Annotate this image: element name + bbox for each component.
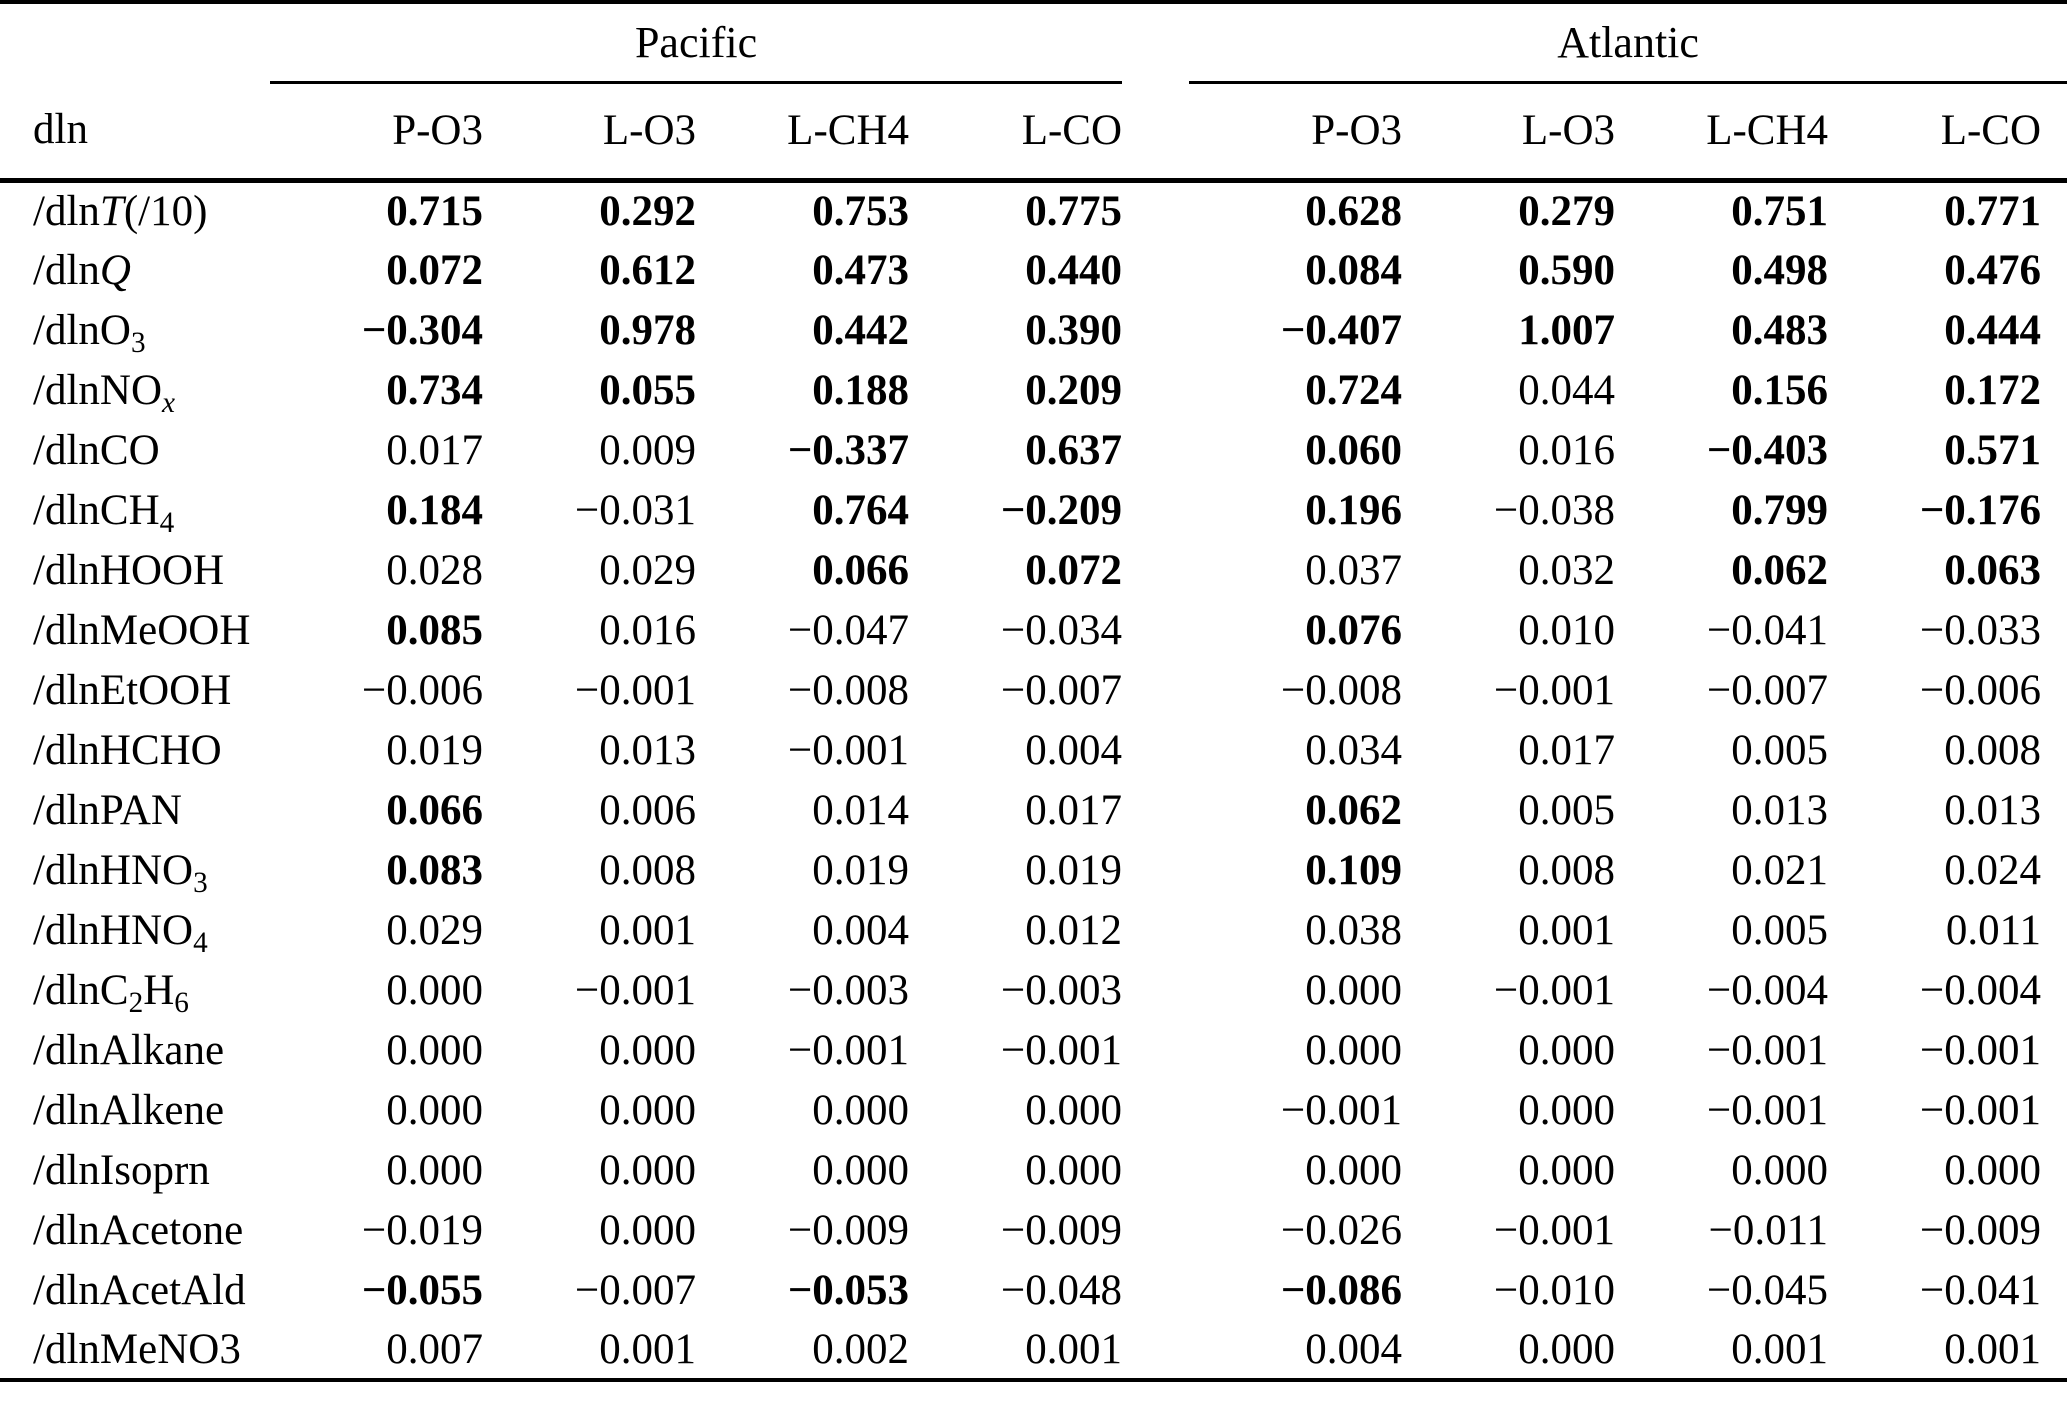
value-cell-pacific-l-o3: −0.001 — [574, 966, 696, 1014]
column-header-edge-spacer — [2041, 82, 2067, 180]
table-row — [0, 1020, 2067, 1080]
value-cell-atlantic-l-o3: 0.010 — [1518, 606, 1616, 654]
value-cell-atlantic-p-o3: −0.407 — [1280, 306, 1403, 354]
value-cell-pacific-l-o3: −0.001 — [574, 666, 696, 714]
value-cell-atlantic-l-ch4: −0.007 — [1707, 666, 1829, 714]
value-cell-atlantic-l-ch4: 0.799 — [1731, 486, 1829, 534]
row-header-label: dln — [0, 82, 270, 180]
value-cell-atlantic-l-o3: 0.016 — [1518, 426, 1616, 474]
value-cell-atlantic-p-o3: 0.034 — [1305, 726, 1403, 774]
value-cell-atlantic-l-ch4: −0.045 — [1707, 1266, 1829, 1314]
value-cell-atlantic-l-ch4: 0.000 — [1731, 1146, 1829, 1194]
gutter-cell — [1122, 180, 1189, 240]
value-cell-atlantic-l-co: 0.063 — [1944, 546, 2042, 594]
value-cell-atlantic-l-ch4: 0.013 — [1731, 786, 1829, 834]
value-cell-atlantic-l-o3: 0.008 — [1518, 846, 1616, 894]
value-cell-pacific-p-o3: −0.304 — [361, 306, 483, 354]
gutter-cell — [1122, 540, 1189, 600]
row-label: /dlnHNO$_4$ — [33, 906, 208, 959]
value-cell-pacific-p-o3: 0.000 — [386, 1086, 483, 1134]
table-row — [0, 1200, 2067, 1260]
value-cell-pacific-p-o3: 0.028 — [386, 546, 483, 594]
value-cell-atlantic-p-o3: 0.000 — [1305, 1146, 1403, 1194]
value-cell-atlantic-l-o3: 0.001 — [1518, 906, 1616, 954]
value-cell-atlantic-l-o3: 0.005 — [1518, 786, 1616, 834]
value-cell-atlantic-l-o3: 0.032 — [1518, 546, 1616, 594]
edge-spacer-cell — [2041, 900, 2067, 960]
value-cell-pacific-l-o3: 0.612 — [599, 246, 696, 294]
value-cell-pacific-p-o3: 0.072 — [386, 246, 483, 294]
value-cell-pacific-l-ch4: −0.009 — [787, 1206, 909, 1254]
value-cell-atlantic-p-o3: 0.196 — [1305, 486, 1403, 534]
value-cell-atlantic-p-o3: 0.037 — [1305, 546, 1403, 594]
value-cell-pacific-l-co: 0.637 — [1025, 426, 1123, 474]
edge-spacer-cell — [2041, 1080, 2067, 1140]
gutter-cell — [1122, 360, 1189, 420]
gutter-cell — [1122, 1260, 1189, 1320]
value-cell-atlantic-p-o3: −0.026 — [1281, 1206, 1403, 1254]
value-cell-pacific-p-o3: 0.000 — [386, 966, 483, 1014]
value-cell-pacific-p-o3: 0.085 — [386, 606, 483, 654]
value-cell-pacific-l-co: −0.001 — [1001, 1026, 1123, 1074]
table-row — [0, 540, 2067, 600]
row-label: /dlnAcetone — [33, 1206, 244, 1254]
table-row — [0, 960, 2067, 1020]
value-cell-atlantic-l-co: 0.476 — [1944, 246, 2042, 294]
value-cell-pacific-l-ch4: 0.019 — [812, 846, 909, 894]
row-label: /dlnCH$_4$ — [33, 486, 175, 539]
value-cell-atlantic-l-o3: 0.017 — [1518, 726, 1616, 774]
value-cell-pacific-p-o3: 0.715 — [386, 187, 483, 235]
value-cell-atlantic-l-ch4: 0.005 — [1731, 726, 1829, 774]
row-label: /dlnHCHO — [33, 726, 222, 774]
row-label: /dlnQ — [33, 246, 131, 294]
table-row — [0, 660, 2067, 720]
row-label: /dlnO$_3$ — [33, 306, 146, 359]
value-cell-pacific-l-o3: 0.001 — [599, 1325, 696, 1373]
value-cell-atlantic-l-co: −0.004 — [1920, 966, 2042, 1014]
value-cell-atlantic-l-ch4: −0.004 — [1707, 966, 1829, 1014]
value-cell-atlantic-p-o3: 0.724 — [1305, 366, 1403, 414]
column-header-atlantic-2: L-CH4 — [1615, 82, 1828, 180]
gutter-cell — [1122, 1020, 1189, 1080]
edge-spacer-cell — [2041, 300, 2067, 360]
value-cell-pacific-l-co: −0.048 — [1001, 1266, 1123, 1314]
value-cell-atlantic-l-ch4: 0.498 — [1731, 246, 1829, 294]
value-cell-pacific-p-o3: 0.017 — [386, 426, 483, 474]
value-cell-pacific-p-o3: 0.019 — [386, 726, 483, 774]
value-cell-pacific-l-o3: 0.000 — [599, 1026, 696, 1074]
value-cell-atlantic-l-o3: 0.000 — [1518, 1026, 1616, 1074]
value-cell-pacific-l-ch4: −0.001 — [787, 726, 909, 774]
value-cell-atlantic-l-o3: 0.044 — [1518, 366, 1616, 414]
value-cell-atlantic-l-ch4: −0.403 — [1706, 426, 1829, 474]
value-cell-atlantic-p-o3: 0.038 — [1305, 906, 1403, 954]
column-header-atlantic-0: P-O3 — [1189, 82, 1402, 180]
value-cell-atlantic-l-co: 0.000 — [1944, 1146, 2042, 1194]
value-cell-atlantic-p-o3: 0.060 — [1305, 426, 1403, 474]
column-header-row — [0, 82, 2067, 180]
value-cell-atlantic-l-ch4: 0.156 — [1731, 366, 1829, 414]
value-cell-pacific-l-ch4: 0.000 — [812, 1146, 909, 1194]
edge-spacer-cell — [2041, 240, 2067, 300]
group-header-row — [0, 2, 2067, 82]
value-cell-pacific-l-o3: 0.000 — [599, 1146, 696, 1194]
gutter-cell — [1122, 840, 1189, 900]
value-cell-atlantic-l-co: 0.001 — [1944, 1325, 2042, 1373]
edge-spacer-cell — [2041, 1200, 2067, 1260]
gutter-cell — [1122, 960, 1189, 1020]
row-label: /dlnHOOH — [33, 546, 225, 594]
value-cell-atlantic-l-o3: 0.000 — [1518, 1086, 1616, 1134]
value-cell-pacific-l-co: −0.003 — [1001, 966, 1123, 1014]
row-label: /dlnAlkane — [33, 1026, 225, 1074]
value-cell-pacific-l-co: −0.007 — [1001, 666, 1123, 714]
gutter-cell — [1122, 420, 1189, 480]
value-cell-atlantic-p-o3: 0.000 — [1305, 1026, 1403, 1074]
table-row — [0, 1260, 2067, 1320]
value-cell-atlantic-l-co: 0.571 — [1944, 426, 2042, 474]
value-cell-pacific-l-co: 0.440 — [1025, 246, 1123, 294]
edge-spacer-cell — [2041, 420, 2067, 480]
value-cell-pacific-l-co: −0.009 — [1001, 1206, 1123, 1254]
value-cell-atlantic-l-co: 0.011 — [1945, 906, 2042, 954]
gutter-cell — [1122, 1080, 1189, 1140]
value-cell-pacific-l-co: 0.209 — [1025, 366, 1123, 414]
value-cell-atlantic-p-o3: 0.628 — [1305, 187, 1403, 235]
row-label: /dlnT(/10) — [33, 187, 208, 235]
row-label: /dlnNO$_x$ — [33, 366, 175, 419]
value-cell-pacific-p-o3: 0.083 — [386, 846, 483, 894]
value-cell-atlantic-p-o3: −0.008 — [1281, 666, 1403, 714]
table-row — [0, 240, 2067, 300]
gutter-cell — [1122, 720, 1189, 780]
value-cell-pacific-l-ch4: −0.047 — [787, 606, 909, 654]
table-body — [0, 180, 2067, 1380]
value-cell-pacific-l-o3: 0.001 — [599, 906, 696, 954]
edge-spacer-cell — [2041, 1260, 2067, 1320]
column-header-pacific-3: L-CO — [909, 82, 1122, 180]
value-cell-atlantic-l-o3: −0.001 — [1494, 966, 1616, 1014]
value-cell-pacific-l-co: 0.775 — [1025, 187, 1123, 235]
value-cell-pacific-l-co: 0.017 — [1025, 786, 1123, 834]
value-cell-pacific-l-co: 0.000 — [1025, 1146, 1123, 1194]
column-header-atlantic-1: L-O3 — [1402, 82, 1615, 180]
row-label: $/dlnC_2H_6$ — [33, 966, 189, 1019]
value-cell-pacific-l-ch4: 0.442 — [812, 306, 909, 354]
value-cell-atlantic-l-co: 0.008 — [1944, 726, 2042, 774]
value-cell-atlantic-l-co: 0.444 — [1944, 306, 2042, 354]
gutter-cell — [1122, 1140, 1189, 1200]
value-cell-pacific-l-co: 0.390 — [1025, 306, 1123, 354]
value-cell-pacific-l-o3: 0.029 — [599, 546, 696, 594]
value-cell-atlantic-l-o3: 0.000 — [1518, 1325, 1616, 1373]
value-cell-pacific-l-co: 0.012 — [1025, 906, 1123, 954]
edge-spacer-cell — [2041, 660, 2067, 720]
value-cell-atlantic-p-o3: 0.062 — [1305, 786, 1403, 834]
value-cell-atlantic-l-o3: 0.000 — [1518, 1146, 1616, 1194]
value-cell-atlantic-l-ch4: −0.011 — [1708, 1206, 1829, 1254]
gutter-cell — [1122, 480, 1189, 540]
table-row — [0, 1320, 2067, 1380]
value-cell-pacific-l-o3: 0.008 — [599, 846, 696, 894]
value-cell-atlantic-l-ch4: 0.001 — [1731, 1325, 1829, 1373]
value-cell-pacific-l-ch4: −0.003 — [787, 966, 909, 1014]
value-cell-pacific-p-o3: −0.055 — [361, 1266, 483, 1314]
value-cell-atlantic-l-o3: −0.010 — [1494, 1266, 1616, 1314]
value-cell-pacific-l-co: 0.019 — [1025, 846, 1123, 894]
value-cell-pacific-p-o3: 0.000 — [386, 1146, 483, 1194]
value-cell-atlantic-l-o3: 0.279 — [1518, 187, 1616, 235]
row-label: /dlnMeOOH — [33, 606, 251, 654]
value-cell-pacific-l-co: 0.000 — [1025, 1086, 1123, 1134]
table-row — [0, 300, 2067, 360]
value-cell-atlantic-p-o3: 0.004 — [1305, 1325, 1403, 1373]
value-cell-atlantic-l-co: −0.009 — [1920, 1206, 2042, 1254]
value-cell-pacific-l-ch4: 0.473 — [812, 246, 909, 294]
gutter-cell — [1122, 1200, 1189, 1260]
value-cell-pacific-l-co: 0.004 — [1025, 726, 1123, 774]
gutter-cell — [1122, 300, 1189, 360]
value-cell-pacific-l-ch4: 0.753 — [812, 187, 909, 235]
value-cell-pacific-l-ch4: 0.002 — [812, 1325, 909, 1373]
column-header-gutter — [1122, 82, 1189, 180]
table-row — [0, 780, 2067, 840]
value-cell-pacific-l-o3: 0.013 — [599, 726, 696, 774]
table-row — [0, 420, 2067, 480]
value-cell-pacific-l-o3: 0.016 — [599, 606, 696, 654]
edge-spacer-cell — [2041, 1320, 2067, 1380]
value-cell-atlantic-l-o3: 1.007 — [1518, 306, 1616, 354]
value-cell-pacific-l-o3: 0.292 — [599, 187, 696, 235]
value-cell-atlantic-l-co: 0.771 — [1944, 187, 2042, 235]
value-cell-pacific-l-o3: 0.000 — [599, 1206, 696, 1254]
group-header-spacer — [0, 2, 270, 82]
gutter-cell — [1122, 600, 1189, 660]
value-cell-atlantic-l-ch4: 0.751 — [1731, 187, 1829, 235]
value-cell-atlantic-l-ch4: 0.021 — [1731, 846, 1829, 894]
value-cell-pacific-l-o3: 0.006 — [599, 786, 696, 834]
value-cell-atlantic-l-co: −0.033 — [1920, 606, 2042, 654]
value-cell-atlantic-p-o3: −0.086 — [1280, 1266, 1403, 1314]
edge-spacer-cell — [2041, 840, 2067, 900]
group-gutter — [1122, 2, 1189, 82]
edge-spacer-cell — [2041, 360, 2067, 420]
column-header-pacific-2: L-CH4 — [696, 82, 909, 180]
value-cell-pacific-l-ch4: 0.014 — [812, 786, 909, 834]
value-cell-atlantic-l-ch4: −0.041 — [1707, 606, 1829, 654]
row-label: /dlnAcetAld — [33, 1266, 246, 1314]
gutter-cell — [1122, 240, 1189, 300]
value-cell-atlantic-l-co: −0.001 — [1920, 1026, 2042, 1074]
column-header-atlantic-3: L-CO — [1828, 82, 2041, 180]
table-row — [0, 1080, 2067, 1140]
gutter-cell — [1122, 900, 1189, 960]
value-cell-pacific-l-ch4: −0.001 — [787, 1026, 909, 1074]
value-cell-atlantic-p-o3: 0.084 — [1305, 246, 1403, 294]
value-cell-pacific-l-ch4: 0.004 — [812, 906, 909, 954]
column-header-pacific-1: L-O3 — [483, 82, 696, 180]
value-cell-atlantic-l-ch4: 0.005 — [1731, 906, 1829, 954]
value-cell-pacific-l-ch4: 0.000 — [812, 1086, 909, 1134]
value-cell-pacific-l-co: 0.001 — [1025, 1325, 1123, 1373]
edge-spacer-cell — [2041, 720, 2067, 780]
value-cell-pacific-l-o3: 0.978 — [599, 306, 696, 354]
value-cell-pacific-p-o3: 0.184 — [386, 486, 483, 534]
value-cell-atlantic-p-o3: 0.000 — [1305, 966, 1403, 1014]
value-cell-pacific-l-ch4: −0.008 — [787, 666, 909, 714]
value-cell-pacific-l-co: 0.072 — [1025, 546, 1123, 594]
value-cell-pacific-l-ch4: 0.188 — [812, 366, 909, 414]
edge-spacer-cell — [2041, 540, 2067, 600]
value-cell-pacific-l-ch4: −0.337 — [787, 426, 909, 474]
gutter-cell — [1122, 780, 1189, 840]
edge-spacer-cell — [2041, 1020, 2067, 1080]
value-cell-pacific-p-o3: 0.007 — [386, 1325, 483, 1373]
value-cell-atlantic-l-o3: −0.001 — [1494, 666, 1616, 714]
gutter-cell — [1122, 660, 1189, 720]
value-cell-atlantic-p-o3: 0.076 — [1305, 606, 1403, 654]
group-header-pacific: Pacific — [270, 2, 1122, 82]
value-cell-pacific-l-o3: −0.031 — [574, 486, 696, 534]
value-cell-pacific-p-o3: 0.734 — [386, 366, 483, 414]
value-cell-atlantic-l-co: 0.172 — [1944, 366, 2042, 414]
value-cell-atlantic-l-co: 0.013 — [1944, 786, 2042, 834]
value-cell-atlantic-p-o3: −0.001 — [1281, 1086, 1403, 1134]
value-cell-atlantic-l-co: −0.176 — [1919, 486, 2042, 534]
value-cell-atlantic-l-o3: −0.001 — [1494, 1206, 1616, 1254]
value-cell-atlantic-l-ch4: 0.062 — [1731, 546, 1829, 594]
table-row — [0, 900, 2067, 960]
value-cell-pacific-l-co: −0.034 — [1001, 606, 1123, 654]
row-label: /dlnMeNO3 — [33, 1325, 241, 1373]
value-cell-pacific-p-o3: 0.066 — [386, 786, 483, 834]
row-label: /dlnPAN — [33, 786, 182, 834]
value-cell-pacific-p-o3: 0.000 — [386, 1026, 483, 1074]
row-label: /dlnIsoprn — [33, 1146, 210, 1194]
row-label: /dlnHNO$_3$ — [33, 846, 208, 899]
row-label: /dlnAlkene — [33, 1086, 225, 1134]
value-cell-atlantic-l-co: 0.024 — [1944, 846, 2042, 894]
column-header-pacific-0: P-O3 — [270, 82, 483, 180]
value-cell-atlantic-l-co: −0.006 — [1920, 666, 2042, 714]
value-cell-pacific-l-o3: 0.009 — [599, 426, 696, 474]
value-cell-atlantic-l-ch4: −0.001 — [1707, 1026, 1829, 1074]
row-label: /dlnCO — [33, 426, 160, 474]
table-row — [0, 600, 2067, 660]
value-cell-pacific-l-o3: −0.007 — [574, 1266, 696, 1314]
edge-spacer-cell — [2041, 600, 2067, 660]
table-row — [0, 480, 2067, 540]
value-cell-atlantic-p-o3: 0.109 — [1305, 846, 1403, 894]
value-cell-pacific-l-ch4: −0.053 — [787, 1266, 909, 1314]
edge-spacer-cell — [2041, 960, 2067, 1020]
value-cell-pacific-l-o3: 0.000 — [599, 1086, 696, 1134]
value-cell-atlantic-l-o3: 0.590 — [1518, 246, 1616, 294]
edge-spacer-cell — [2041, 780, 2067, 840]
value-cell-pacific-l-ch4: 0.764 — [812, 486, 909, 534]
value-cell-pacific-p-o3: −0.019 — [361, 1206, 483, 1254]
table-row — [0, 1140, 2067, 1200]
value-cell-pacific-p-o3: 0.029 — [386, 906, 483, 954]
value-cell-pacific-l-co: −0.209 — [1000, 486, 1123, 534]
table-row — [0, 180, 2067, 240]
table-row — [0, 720, 2067, 780]
edge-spacer-cell — [2041, 180, 2067, 240]
table-row — [0, 840, 2067, 900]
gutter-cell — [1122, 1320, 1189, 1380]
group-header-atlantic: Atlantic — [1189, 2, 2067, 82]
value-cell-atlantic-l-ch4: 0.483 — [1731, 306, 1829, 354]
value-cell-atlantic-l-o3: −0.038 — [1494, 486, 1616, 534]
value-cell-atlantic-l-co: −0.041 — [1920, 1266, 2042, 1314]
value-cell-pacific-p-o3: −0.006 — [361, 666, 483, 714]
edge-spacer-cell — [2041, 480, 2067, 540]
value-cell-pacific-l-o3: 0.055 — [599, 366, 696, 414]
value-cell-atlantic-l-co: −0.001 — [1920, 1086, 2042, 1134]
table-row — [0, 360, 2067, 420]
edge-spacer-cell — [2041, 1140, 2067, 1200]
row-label: /dlnEtOOH — [33, 666, 232, 714]
value-cell-atlantic-l-ch4: −0.001 — [1707, 1086, 1829, 1134]
value-cell-pacific-l-ch4: 0.066 — [812, 546, 909, 594]
